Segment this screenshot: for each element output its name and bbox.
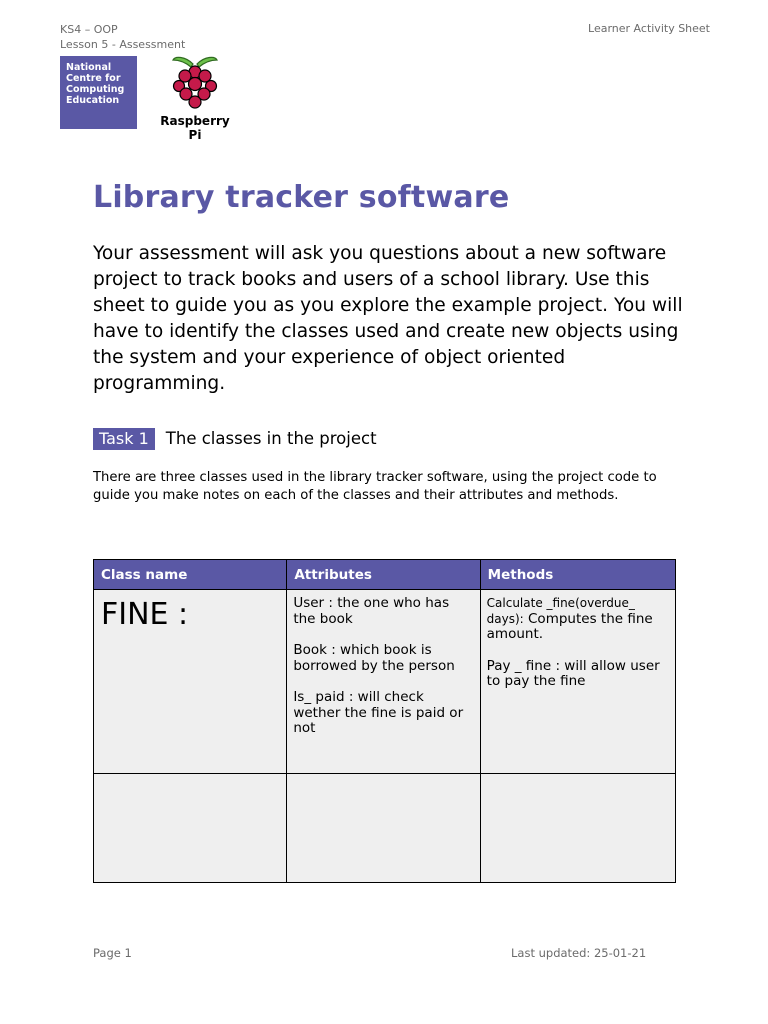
method-description: Computes the fine amount.: [486, 610, 653, 642]
page-title: Library tracker software: [93, 180, 510, 215]
method-note: [487, 596, 669, 643]
methods-cell[interactable]: [480, 774, 675, 883]
page-number: Page 1: [93, 946, 132, 960]
method-note: Pay _ fine : will allow user to pay the fine: [486, 657, 660, 689]
task-description: There are three classes used in the library tracker software, using the project code to guide you make notes on each of the classes and their attributes and methods.: [93, 470, 657, 503]
attribute-note: Book : which book is borrowed by the person: [293, 642, 455, 674]
classes-table: [93, 559, 676, 883]
course-label: KS4 – OOP: [60, 23, 118, 36]
ncce-logo-line: Centre for: [66, 73, 121, 84]
ncce-logo-line: Education: [66, 95, 120, 106]
class-name-cell[interactable]: [94, 774, 287, 883]
raspberry-pi-logo: [152, 54, 238, 142]
header-left: [60, 22, 185, 52]
column-header-class-name: Class name: [94, 560, 287, 590]
table-header-row: [94, 560, 676, 590]
attribute-note: Is_ paid : will check wether the fine is paid or not: [293, 689, 464, 736]
attributes-cell[interactable]: [287, 774, 480, 883]
last-updated: Last updated: 25-01-21: [511, 946, 647, 960]
methods-cell[interactable]: [480, 590, 675, 774]
ncce-logo: [60, 56, 137, 129]
task-title: The classes in the project: [165, 429, 377, 448]
intro-paragraph: Your assessment will ask you questions about a new software project to track books and users of a school library. Use this sheet to guide you as you explore the example project. You will have to identify the classes used and create new objects using the system and your experience of object oriented programming.: [93, 243, 683, 394]
class-name-cell[interactable]: [94, 590, 287, 774]
class-name-text: FINE :: [101, 597, 189, 632]
attribute-note: User : the one who has the book: [293, 595, 450, 627]
ncce-logo-line: National: [66, 62, 112, 73]
sheet-type-label: Learner Activity Sheet: [588, 22, 710, 35]
lesson-label: Lesson 5 - Assessment: [60, 38, 186, 51]
table-row: [94, 590, 676, 774]
raspberry-icon: [169, 54, 221, 112]
task-heading: [93, 428, 377, 450]
ncce-logo-line: Computing: [66, 84, 125, 95]
column-header-attributes: Attributes: [287, 560, 480, 590]
method-signature: Calculate _fine(overdue_ days):: [486, 596, 635, 626]
table-row: [94, 774, 676, 883]
task-badge: Task 1: [93, 428, 155, 450]
raspberry-pi-wordmark: Raspberry Pi: [160, 114, 230, 142]
column-header-methods: Methods: [480, 560, 675, 590]
attributes-cell[interactable]: [287, 590, 480, 774]
